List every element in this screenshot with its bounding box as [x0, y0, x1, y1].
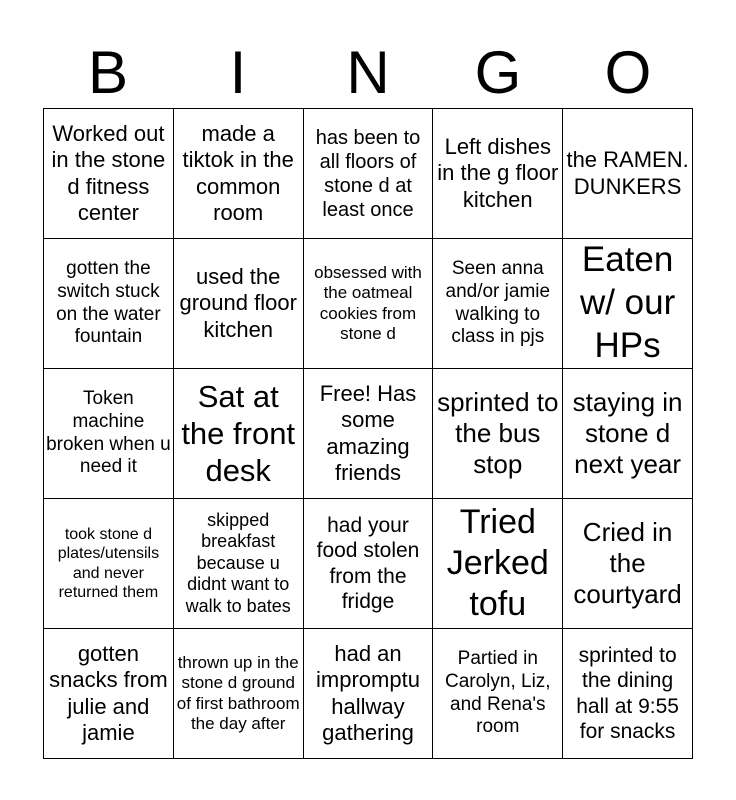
bingo-cell[interactable]: skipped breakfast because u didnt want to walk to bates [173, 499, 303, 629]
bingo-cell[interactable]: gotten snacks from julie and jamie [44, 629, 174, 759]
bingo-cell[interactable]: used the ground floor kitchen [173, 239, 303, 369]
bingo-cell[interactable]: Partied in Carolyn, Liz, and Rena's room [433, 629, 563, 759]
header-letter-n: N [346, 39, 390, 106]
bingo-cell[interactable]: Left dishes in the g floor kitchen [433, 109, 563, 239]
bingo-cell[interactable]: Eaten w/ our HPs [563, 239, 693, 369]
header-letter-o: O [604, 39, 652, 106]
bingo-cell[interactable]: Cried in the courtyard [563, 499, 693, 629]
bingo-cell[interactable]: gotten the switch stuck on the water fountain [44, 239, 174, 369]
header-letter-g: G [474, 39, 522, 106]
bingo-cell[interactable]: has been to all floors of stone d at least once [303, 109, 433, 239]
bingo-cell[interactable]: obsessed with the oatmeal cookies from stone d [303, 239, 433, 369]
bingo-cell[interactable]: Worked out in the stone d fitness center [44, 109, 174, 239]
board-row [44, 369, 693, 499]
bingo-cell[interactable]: took stone d plates/utensils and never returned them [44, 499, 174, 629]
bingo-cell[interactable]: sprinted to the dining hall at 9:55 for snacks [563, 629, 693, 759]
bingo-cell[interactable]: sprinted to the bus stop [433, 369, 563, 499]
bingo-cell[interactable]: had an impromptu hallway gathering [303, 629, 433, 759]
bingo-header [43, 38, 693, 108]
header-letter-i: I [229, 39, 247, 106]
bingo-cell[interactable]: the RAMEN. DUNKERS [563, 109, 693, 239]
board-row [44, 629, 693, 759]
bingo-cell[interactable]: Seen anna and/or jamie walking to class in pjs [433, 239, 563, 369]
board-row [44, 499, 693, 629]
board-row [44, 239, 693, 369]
bingo-cell[interactable]: Free! Has some amazing friends [303, 369, 433, 499]
bingo-cell[interactable]: made a tiktok in the common room [173, 109, 303, 239]
bingo-board [43, 108, 693, 759]
bingo-cell[interactable]: Sat at the front desk [173, 369, 303, 499]
bingo-cell[interactable]: had your food stolen from the fridge [303, 499, 433, 629]
board-row [44, 109, 693, 239]
bingo-cell[interactable]: Token machine broken when u need it [44, 369, 174, 499]
bingo-cell[interactable]: thrown up in the stone d ground of first bathroom the day after [173, 629, 303, 759]
bingo-cell[interactable]: staying in stone d next year [563, 369, 693, 499]
bingo-cell[interactable]: Tried Jerked tofu [433, 499, 563, 629]
header-letter-b: B [87, 39, 129, 106]
